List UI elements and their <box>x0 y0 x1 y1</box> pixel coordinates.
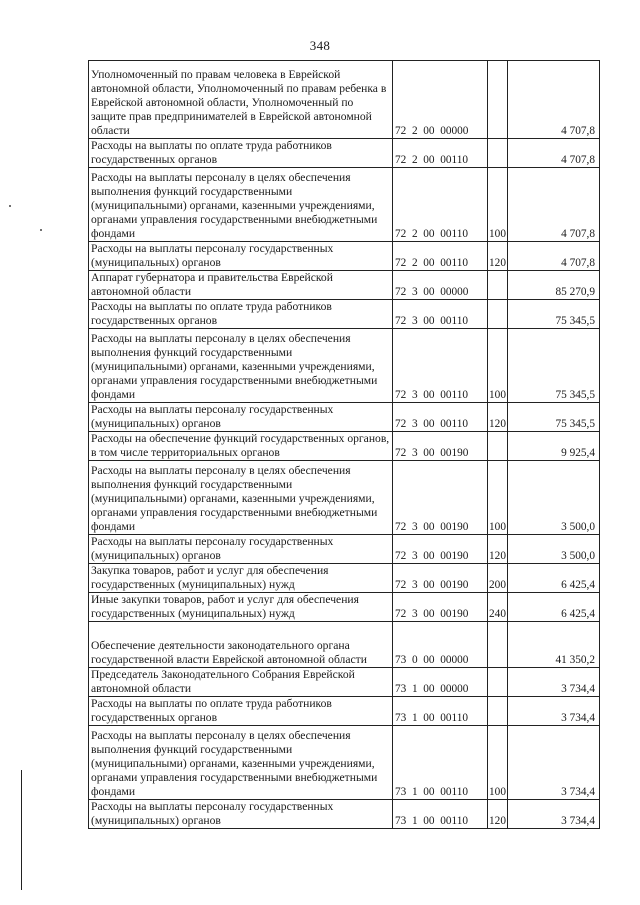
row-amount-cell: 85 270,9 <box>508 271 600 300</box>
row-expense-type-cell: 120 <box>488 800 508 829</box>
table-row <box>89 271 600 300</box>
row-expense-type-cell <box>488 139 508 168</box>
row-code-cell: 73 1 00 00110 <box>393 697 488 726</box>
row-name-cell: Расходы на выплаты персоналу государственных (муниципальных) органов <box>89 535 393 564</box>
row-expense-type-cell <box>488 300 508 329</box>
margin-dot <box>9 205 11 207</box>
row-name-cell: Иные закупки товаров, работ и услуг для обеспечения государственных (муниципальных) нужд <box>89 593 393 622</box>
row-amount-cell: 3 734,4 <box>508 697 600 726</box>
budget-table <box>88 60 600 829</box>
table-row <box>89 726 600 800</box>
table-row <box>89 300 600 329</box>
row-code-cell: 72 2 00 00000 <box>393 61 488 139</box>
row-name-cell: Расходы на выплаты персоналу в целях обеспечения выполнения функций государственными (муниципальными) органами, казенными учреждениями, органами управления государственными внебюджетными фондами <box>89 726 393 800</box>
page-number: 348 <box>309 38 331 53</box>
table-row <box>89 168 600 242</box>
table-row <box>89 329 600 403</box>
row-expense-type-cell <box>488 432 508 461</box>
row-expense-type-cell: 200 <box>488 564 508 593</box>
row-expense-type-cell <box>488 622 508 668</box>
row-name-cell: Расходы на выплаты персоналу в целях обеспечения выполнения функций государственными (муниципальными) органами, казенными учреждениями, органами управления государственными внебюджетными фондами <box>89 329 393 403</box>
table-row <box>89 593 600 622</box>
row-code-cell: 72 3 00 00190 <box>393 461 488 535</box>
row-expense-type-cell: 120 <box>488 535 508 564</box>
row-amount-cell: 4 707,8 <box>508 168 600 242</box>
table-row <box>89 139 600 168</box>
table-row <box>89 564 600 593</box>
table-row <box>89 668 600 697</box>
row-code-cell: 72 3 00 00110 <box>393 329 488 403</box>
row-name-cell: Обеспечение деятельности законодательного органа государственной власти Еврейской автономной области <box>89 622 393 668</box>
row-expense-type-cell <box>488 271 508 300</box>
row-code-cell: 73 0 00 00000 <box>393 622 488 668</box>
row-code-cell: 73 1 00 00000 <box>393 668 488 697</box>
row-name-cell: Уполномоченный по правам человека в Еврейской автономной области, Уполномоченный по правам ребенка в Еврейской автономной области, Уполномоченный по защите прав предпринимателей в Еврейской автономной области <box>89 61 393 139</box>
table-row <box>89 535 600 564</box>
row-name-cell: Расходы на выплаты персоналу в целях обеспечения выполнения функций государственными (муниципальными) органами, казенными учреждениями, органами управления государственными внебюджетными фондами <box>89 168 393 242</box>
row-code-cell: 72 2 00 00110 <box>393 242 488 271</box>
row-code-cell: 73 1 00 00110 <box>393 726 488 800</box>
row-expense-type-cell: 100 <box>488 168 508 242</box>
row-expense-type-cell: 120 <box>488 242 508 271</box>
row-expense-type-cell: 120 <box>488 403 508 432</box>
row-amount-cell: 41 350,2 <box>508 622 600 668</box>
row-name-cell: Расходы на выплаты персоналу в целях обеспечения выполнения функций государственными (муниципальными) органами, казенными учреждениями, органами управления государственными внебюджетными фондами <box>89 461 393 535</box>
row-expense-type-cell: 100 <box>488 329 508 403</box>
row-name-cell: Расходы на выплаты по оплате труда работников государственных органов <box>89 139 393 168</box>
row-amount-cell: 4 707,8 <box>508 242 600 271</box>
table-row <box>89 697 600 726</box>
row-name-cell: Расходы на выплаты персоналу государственных (муниципальных) органов <box>89 403 393 432</box>
row-code-cell: 72 3 00 00190 <box>393 564 488 593</box>
row-amount-cell: 75 345,5 <box>508 300 600 329</box>
row-amount-cell: 6 425,4 <box>508 564 600 593</box>
row-code-cell: 72 3 00 00000 <box>393 271 488 300</box>
table-row <box>89 432 600 461</box>
table-row <box>89 800 600 829</box>
table-body <box>89 61 600 829</box>
row-expense-type-cell: 100 <box>488 461 508 535</box>
row-amount-cell: 75 345,5 <box>508 329 600 403</box>
table-row <box>89 461 600 535</box>
row-code-cell: 72 3 00 00190 <box>393 535 488 564</box>
row-code-cell: 72 2 00 00110 <box>393 139 488 168</box>
row-amount-cell: 75 345,5 <box>508 403 600 432</box>
row-name-cell: Расходы на выплаты по оплате труда работников государственных органов <box>89 300 393 329</box>
row-code-cell: 72 3 00 00190 <box>393 432 488 461</box>
margin-dot <box>40 229 42 231</box>
row-expense-type-cell: 100 <box>488 726 508 800</box>
row-amount-cell: 3 734,4 <box>508 726 600 800</box>
row-amount-cell: 3 500,0 <box>508 461 600 535</box>
row-amount-cell: 3 734,4 <box>508 668 600 697</box>
table-row <box>89 242 600 271</box>
row-name-cell: Расходы на выплаты персоналу государственных (муниципальных) органов <box>89 242 393 271</box>
row-amount-cell: 4 707,8 <box>508 139 600 168</box>
table-row <box>89 61 600 139</box>
row-code-cell: 72 2 00 00110 <box>393 168 488 242</box>
row-code-cell: 72 3 00 00110 <box>393 300 488 329</box>
row-name-cell: Расходы на выплаты персоналу государственных (муниципальных) органов <box>89 800 393 829</box>
row-expense-type-cell <box>488 61 508 139</box>
row-code-cell: 72 3 00 00110 <box>393 403 488 432</box>
row-code-cell: 73 1 00 00110 <box>393 800 488 829</box>
row-amount-cell: 4 707,8 <box>508 61 600 139</box>
row-amount-cell: 3 734,4 <box>508 800 600 829</box>
row-name-cell: Председатель Законодательного Собрания Еврейской автономной области <box>89 668 393 697</box>
row-name-cell: Аппарат губернатора и правительства Еврейской автономной области <box>89 271 393 300</box>
row-name-cell: Расходы на выплаты по оплате труда работников государственных органов <box>89 697 393 726</box>
row-amount-cell: 6 425,4 <box>508 593 600 622</box>
row-expense-type-cell <box>488 697 508 726</box>
row-amount-cell: 9 925,4 <box>508 432 600 461</box>
row-code-cell: 72 3 00 00190 <box>393 593 488 622</box>
row-amount-cell: 3 500,0 <box>508 535 600 564</box>
row-expense-type-cell <box>488 668 508 697</box>
row-expense-type-cell: 240 <box>488 593 508 622</box>
row-name-cell: Расходы на обеспечение функций государственных органов, в том числе территориальных органов <box>89 432 393 461</box>
row-name-cell: Закупка товаров, работ и услуг для обеспечения государственных (муниципальных) нужд <box>89 564 393 593</box>
margin-line <box>21 770 22 890</box>
table-row <box>89 622 600 668</box>
table-row <box>89 403 600 432</box>
